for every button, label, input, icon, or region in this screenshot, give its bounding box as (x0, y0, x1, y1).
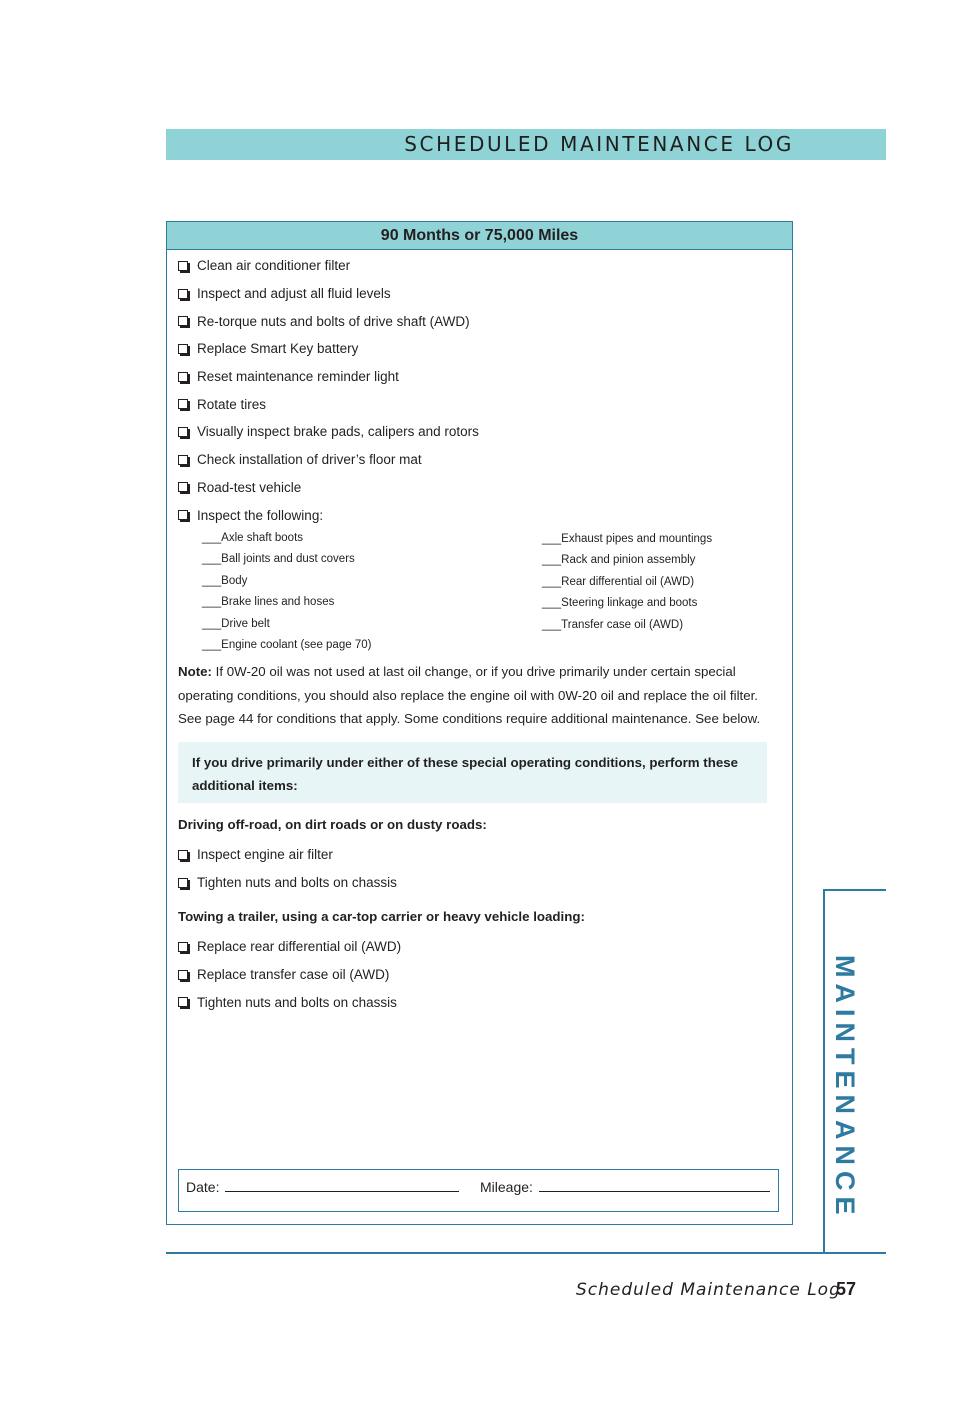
mileage-line[interactable] (539, 1191, 770, 1192)
offroad-heading: Driving off-road, on dirt roads or on dusty roads: (178, 817, 487, 832)
checkbox-icon[interactable] (178, 970, 188, 980)
checkbox-icon[interactable] (178, 289, 188, 299)
inspect-item: ___Engine coolant (see page 70) (202, 639, 372, 652)
checkbox-icon[interactable] (178, 510, 188, 520)
task-item: Visually inspect brake pads, calipers and rotors (178, 418, 479, 446)
task-item: Tighten nuts and bolts on chassis (178, 988, 401, 1016)
task-item: Inspect the following: (178, 501, 479, 529)
task-item: Replace transfer case oil (AWD) (178, 961, 401, 989)
note-label: Note: (178, 664, 212, 679)
checkbox-icon[interactable] (178, 850, 188, 860)
footer-title: Scheduled Maintenance Log (576, 1280, 841, 1300)
checkbox-icon[interactable] (178, 942, 188, 952)
checkbox-icon[interactable] (178, 878, 188, 888)
task-item: Replace rear differential oil (AWD) (178, 933, 401, 961)
side-tab-label: MAINTENANCE (830, 955, 860, 1221)
note-text: If 0W-20 oil was not used at last oil change, or if you drive primarily under certain special operating conditions, you should also replace the engine oil with 0W-20 oil and replace the oil filter. See page 44 for conditions that apply. Some conditions require additional maintenance. See below. (178, 664, 761, 726)
date-mileage-box (178, 1169, 779, 1212)
date-field[interactable] (186, 1179, 459, 1195)
page-number: 57 (836, 1279, 857, 1299)
note-paragraph (178, 660, 778, 731)
inspect-item: ___Exhaust pipes and mountings (542, 532, 713, 545)
towing-list (178, 933, 401, 1016)
inspect-list-left (202, 527, 371, 656)
checkbox-icon[interactable] (178, 344, 188, 354)
date-label: Date: (186, 1179, 220, 1195)
offroad-list (178, 841, 397, 896)
inspect-item: ___Drive belt (202, 617, 270, 630)
inspect-item: ___Rear differential oil (AWD) (542, 575, 695, 588)
special-conditions-box (178, 742, 767, 803)
checkbox-icon[interactable] (178, 455, 188, 465)
checkbox-icon[interactable] (178, 482, 188, 492)
task-item: Replace Smart Key battery (178, 335, 479, 363)
task-item: Clean air conditioner filter (178, 252, 479, 280)
task-list (178, 252, 479, 529)
maintenance-log-box (166, 221, 793, 1225)
task-item: Road-test vehicle (178, 474, 479, 502)
inspect-item: ___Transfer case oil (AWD) (542, 618, 684, 631)
checkbox-icon[interactable] (178, 427, 188, 437)
inspect-item: ___Body (202, 574, 248, 587)
inspect-item: ___Rack and pinion assembly (542, 554, 696, 567)
task-item: Rotate tires (178, 390, 479, 418)
inspect-item: ___Brake lines and hoses (202, 596, 335, 609)
task-item: Re-torque nuts and bolts of drive shaft (AWD) (178, 307, 479, 335)
page-title: SCHEDULED MAINTENANCE LOG (404, 132, 794, 156)
bottom-rule (166, 1252, 886, 1254)
checkbox-icon[interactable] (178, 372, 188, 382)
task-item: Check installation of driver’s floor mat (178, 446, 479, 474)
inspect-item: ___Axle shaft boots (202, 531, 304, 544)
interval-title: 90 Months or 75,000 Miles (167, 222, 792, 250)
task-item: Inspect and adjust all fluid levels (178, 280, 479, 308)
inspect-list-right (542, 528, 712, 636)
header-band (166, 129, 886, 160)
task-item: Inspect engine air filter (178, 841, 397, 869)
checkbox-icon[interactable] (178, 997, 188, 1007)
date-line[interactable] (225, 1191, 459, 1192)
special-conditions-text: If you drive primarily under either of these special operating conditions, perform these additional items: (192, 755, 739, 793)
inspect-item: ___Ball joints and dust covers (202, 553, 355, 566)
towing-heading: Towing a trailer, using a car-top carrier or heavy vehicle loading: (178, 909, 585, 924)
inspect-item: ___Steering linkage and boots (542, 597, 698, 610)
checkbox-icon[interactable] (178, 399, 188, 409)
mileage-field[interactable] (480, 1179, 770, 1195)
checkbox-icon[interactable] (178, 261, 188, 271)
task-item: Reset maintenance reminder light (178, 363, 479, 391)
task-item: Tighten nuts and bolts on chassis (178, 869, 397, 897)
checkbox-icon[interactable] (178, 316, 188, 326)
mileage-label: Mileage: (480, 1179, 533, 1195)
